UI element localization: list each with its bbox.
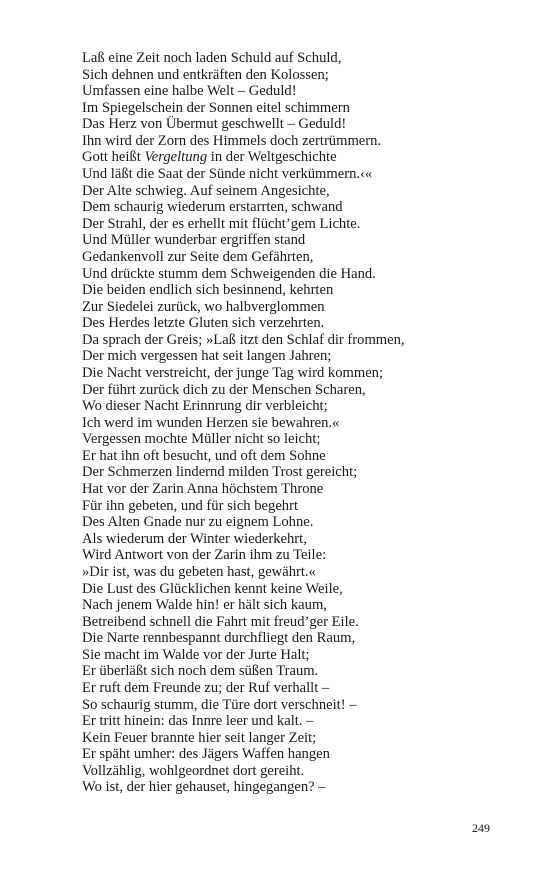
poem-line: Vollzählig, wohlgeordnet dort gereiht. bbox=[82, 762, 305, 779]
poem-line: Die Lust des Glücklichen kennt keine Weile, bbox=[82, 580, 343, 597]
poem-line: »Dir ist, was du gebeten hast, gewährt.« bbox=[82, 563, 316, 580]
poem-line: Der Strahl, der es erhellt mit flücht’gem Lichte. bbox=[82, 215, 361, 232]
poem-line: Er ruft dem Freunde zu; der Ruf verhallt – bbox=[82, 679, 330, 696]
poem-line: Dem schaurig wiederum erstarrten, schwand bbox=[82, 199, 343, 216]
line-text: in der Weltgeschichte bbox=[207, 149, 337, 166]
poem-line: Und drückte stumm dem Schweigenden die Hand. bbox=[82, 265, 376, 282]
poem-line: Für ihn gebeten, und für sich begehrt bbox=[82, 497, 299, 514]
poem-line: Die Narte rennbespannt durchfliegt den Raum, bbox=[82, 630, 356, 647]
poem-line: Er überläßt sich noch dem süßen Traum. bbox=[82, 663, 319, 680]
poem-line: Er tritt hinein: das Innre leer und kalt. – bbox=[82, 713, 314, 730]
poem-line bbox=[82, 149, 522, 166]
emphasized-word: Vergeltung bbox=[144, 149, 208, 166]
poem-line: Die Nacht verstreicht, der junge Tag wird kommen; bbox=[82, 364, 384, 381]
poem-line: Das Herz von Übermut geschwellt – Geduld! bbox=[82, 116, 347, 133]
poem-line: Ich werd im wunden Herzen sie bewahren.« bbox=[82, 414, 340, 431]
poem-line: Er späht umher: des Jägers Waffen hangen bbox=[82, 746, 330, 763]
poem-line: Der führt zurück dich zu der Menschen Scharen, bbox=[82, 381, 366, 398]
poem-line: Laß eine Zeit noch laden Schuld auf Schuld, bbox=[82, 50, 342, 66]
poem-line: Und läßt die Saat der Sünde nicht verkümmern.‹« bbox=[82, 166, 373, 183]
page-number: 249 bbox=[472, 821, 490, 835]
poem-line: Als wiederum der Winter wiederkehrt, bbox=[82, 530, 307, 547]
poem-line: Und Müller wunderbar ergriffen stand bbox=[82, 232, 306, 249]
line-text: Gott heißt bbox=[82, 149, 145, 166]
poem-line: So schaurig stumm, die Türe dort verschneit! – bbox=[82, 696, 357, 713]
poem-text bbox=[82, 50, 522, 796]
poem-line: Hat vor der Zarin Anna höchstem Throne bbox=[82, 481, 324, 498]
poem-line: Des Herdes letzte Gluten sich verzehrten. bbox=[82, 315, 325, 332]
poem-line: Wo dieser Nacht Erinnrung dir verbleicht; bbox=[82, 398, 328, 415]
poem-line: Kein Feuer brannte hier seit langer Zeit; bbox=[82, 729, 317, 746]
poem-line: Sich dehnen und entkräften den Kolossen; bbox=[82, 66, 329, 83]
poem-line: Ihn wird der Zorn des Himmels doch zertrümmern. bbox=[82, 132, 382, 149]
poem-line: Der Schmerzen lindernd milden Trost gereicht; bbox=[82, 464, 358, 481]
poem-line: Gedankenvoll zur Seite dem Gefährten, bbox=[82, 248, 314, 265]
poem-line: Im Spiegelschein der Sonnen eitel schimmern bbox=[82, 99, 350, 116]
poem-line: Des Alten Gnade nur zu eignem Lohne. bbox=[82, 514, 314, 531]
poem-line: Umfassen eine halbe Welt – Geduld! bbox=[82, 83, 297, 100]
poem-line: Zur Siedelei zurück, wo halbverglommen bbox=[82, 298, 325, 315]
poem-line: Wo ist, der hier gehauset, hingegangen? – bbox=[82, 779, 326, 796]
poem-line: Der mich vergessen hat seit langen Jahren; bbox=[82, 348, 332, 365]
poem-line: Vergessen mochte Müller nicht so leicht; bbox=[82, 431, 321, 448]
poem-line: Sie macht im Walde vor der Jurte Halt; bbox=[82, 646, 310, 663]
poem-line: Er hat ihn oft besucht, und oft dem Sohne bbox=[82, 447, 326, 464]
poem-line: Wird Antwort von der Zarin ihm zu Teile: bbox=[82, 547, 327, 564]
poem-line: Betreibend schnell die Fahrt mit freud’ger Eile. bbox=[82, 613, 359, 630]
poem-line: Der Alte schwieg. Auf seinem Angesichte, bbox=[82, 182, 330, 199]
poem-line: Nach jenem Walde hin! er hält sich kaum, bbox=[82, 597, 327, 614]
poem-line: Die beiden endlich sich besinnend, kehrten bbox=[82, 282, 334, 299]
poem-line: Da sprach der Greis; »Laß itzt den Schlaf dir frommen, bbox=[82, 331, 405, 348]
